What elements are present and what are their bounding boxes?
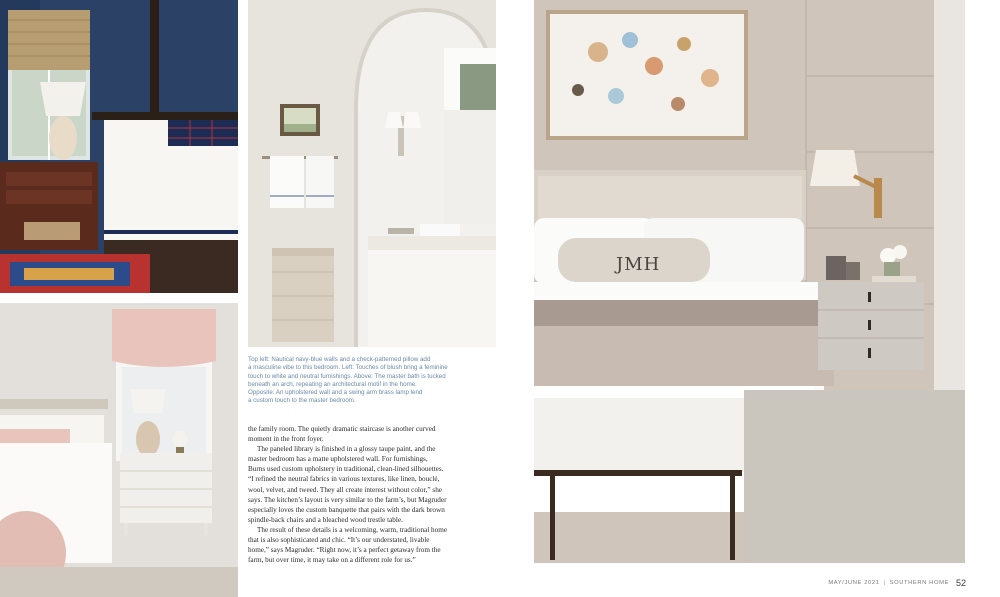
master-bath-image: [248, 0, 496, 347]
article-body: [248, 424, 460, 565]
article-line: spindle-back chairs and a bleached wood trestle table.: [248, 515, 403, 524]
page-number: 52: [955, 578, 966, 588]
caption-line: touch to white and neutral furnishings. Above: The master bath is tucked: [248, 372, 446, 380]
navy-bedroom-image: [0, 0, 238, 293]
article-line: the family room. The quietly dramatic staircase is another curved: [248, 425, 436, 433]
folio-issue: MAY/JUNE 2021: [828, 580, 880, 586]
article-line: home,” says Magruder. “Right now, it’s a perfect getaway from the: [248, 546, 441, 555]
article-line: farm, but over time, it may take on a different role for us.”: [248, 556, 416, 565]
photo-master-bath: [248, 0, 496, 347]
folio-magazine: SOUTHERN HOME: [889, 580, 949, 586]
caption-line: Opposite: An upholstered wall and a swing arm brass lamp lend: [248, 389, 423, 397]
folio-separator: |: [883, 580, 886, 586]
photo-master-bedroom: [534, 0, 965, 563]
pillow-monogram: JMH: [616, 254, 661, 275]
photo-caption: [248, 356, 458, 406]
caption-line: a custom touch to the master bedroom.: [248, 397, 356, 405]
caption-line: beneath an arch, repeating an architectural motif in the home.: [248, 380, 417, 388]
photo-blush-bedroom: [0, 303, 238, 597]
caption-line: a masculine vibe to this bedroom. Left: Touches of blush bring a feminine: [248, 364, 448, 372]
page-folio: [828, 578, 966, 588]
article-line: Burns used custom upholstery in traditional, clean-lined silhouettes.: [248, 465, 444, 474]
article-line: wool, velvet, and tweed. They all create interest without color,” she: [248, 485, 442, 494]
article-line: moment in the front foyer.: [248, 435, 324, 444]
article-line: The result of these details is a welcoming, warm, traditional home: [257, 525, 448, 534]
master-bedroom-image: [534, 0, 965, 563]
article-line: master bedroom has a matte upholstered wall. For furnishings,: [248, 455, 428, 464]
blush-bedroom-image: [0, 303, 238, 597]
article-line: especially loves the custom banquette that pairs with the dark brown: [248, 505, 445, 514]
article-line: The paneled library is finished in a glossy taupe paint, and the: [257, 445, 436, 454]
article-line: that is also sophisticated and chic. “It’s our understated, livable: [248, 536, 430, 545]
article-line: “I refined the neutral fabrics in various textures, like linen, bouclé,: [248, 475, 440, 484]
article-line: says. The kitchen’s layout is very similar to the farm’s, but Magruder: [248, 495, 447, 504]
photo-navy-bedroom: [0, 0, 238, 293]
caption-line: Top left: Nautical navy-blue walls and a check-patterned pillow add: [248, 356, 431, 363]
